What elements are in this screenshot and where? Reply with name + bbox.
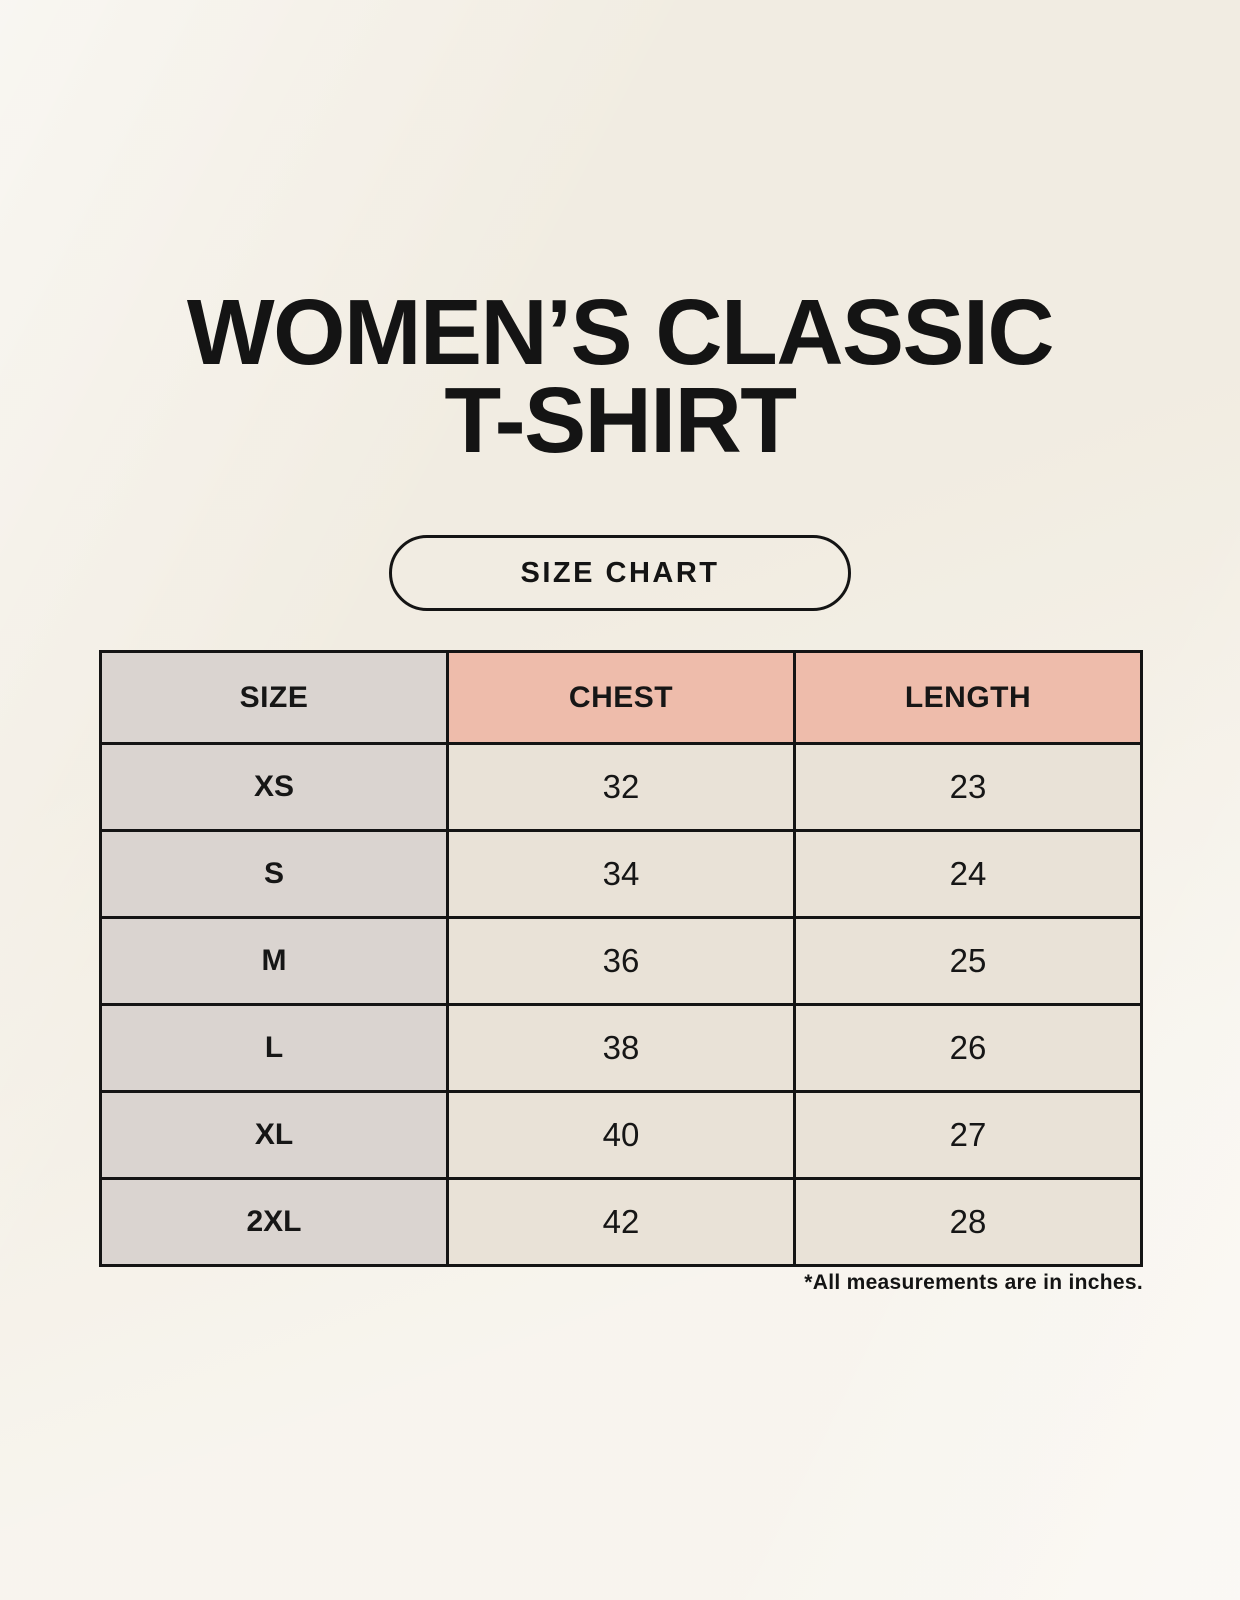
size-table	[99, 650, 1143, 1267]
size-chart-badge[interactable]	[389, 535, 851, 611]
size-chart-badge-label: SIZE CHART	[520, 556, 720, 589]
length-cell: 28	[795, 1179, 1142, 1266]
size-table-body	[101, 744, 1142, 1266]
length-cell: 24	[795, 831, 1142, 918]
chest-cell: 32	[448, 744, 795, 831]
length-cell: 23	[795, 744, 1142, 831]
size-cell: 2XL	[101, 1179, 448, 1266]
size-cell: XS	[101, 744, 448, 831]
size-table-header	[101, 652, 1142, 744]
table-row	[101, 918, 1142, 1005]
size-cell: S	[101, 831, 448, 918]
chest-cell: 34	[448, 831, 795, 918]
header-row	[101, 652, 1142, 744]
length-cell: 27	[795, 1092, 1142, 1179]
header-cell-length: LENGTH	[795, 652, 1142, 744]
table-row	[101, 744, 1142, 831]
length-cell: 26	[795, 1005, 1142, 1092]
page-title	[0, 280, 1240, 472]
page-title-line2: T-SHIRT	[444, 368, 796, 472]
page-title-line1: WOMEN’S CLASSIC	[186, 280, 1054, 384]
table-row	[101, 1005, 1142, 1092]
table-row	[101, 1179, 1142, 1266]
size-cell: M	[101, 918, 448, 1005]
table-row	[101, 1092, 1142, 1179]
chest-cell: 38	[448, 1005, 795, 1092]
size-cell: XL	[101, 1092, 448, 1179]
chest-cell: 36	[448, 918, 795, 1005]
measurements-footnote: *All measurements are in inches.	[804, 1271, 1143, 1294]
table-row	[101, 831, 1142, 918]
chest-cell: 42	[448, 1179, 795, 1266]
length-cell: 25	[795, 918, 1142, 1005]
header-cell-chest: CHEST	[448, 652, 795, 744]
size-cell: L	[101, 1005, 448, 1092]
header-cell-size: SIZE	[101, 652, 448, 744]
chest-cell: 40	[448, 1092, 795, 1179]
